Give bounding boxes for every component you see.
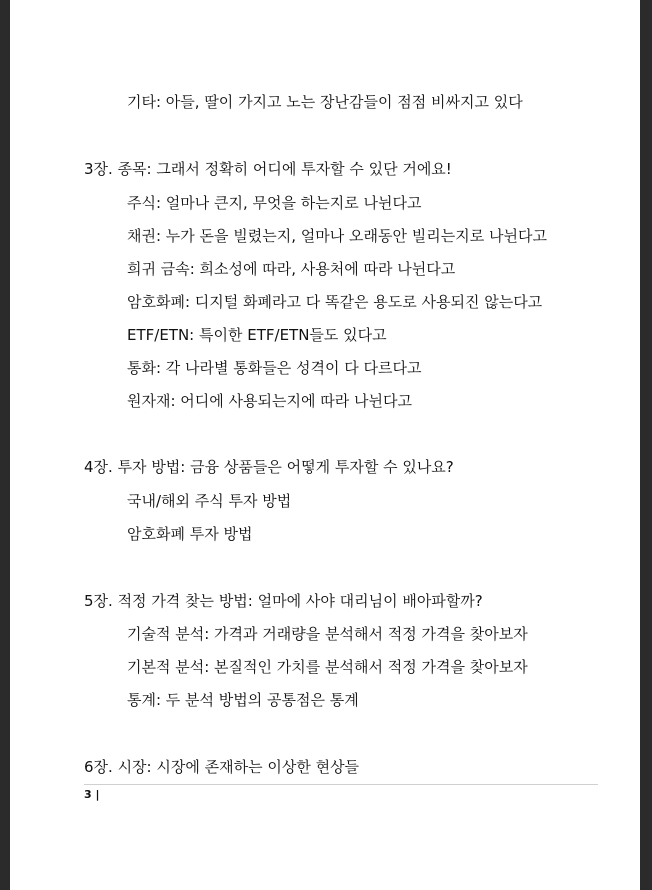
toc-sub-item: 기술적 분석: 가격과 거래량을 분석해서 적정 가격을 찾아보자 (127, 625, 528, 643)
toc-sub-item: 통계: 두 분석 방법의 공통점은 통계 (127, 691, 359, 709)
toc-sub-item: 국내/해외 주식 투자 방법 (127, 492, 292, 510)
toc-sub-item: 암호화폐 투자 방법 (127, 525, 253, 543)
footer-divider (84, 784, 598, 785)
toc-sub-item: 암호화폐: 디지털 화폐라고 다 똑같은 용도로 사용되진 않는다고 (127, 293, 543, 311)
toc-chapter-5: 5장. 적정 가격 찾는 방법: 얼마에 사야 대리님이 배아파할까? (84, 592, 483, 610)
toc-sub-item: 채권: 누가 돈을 빌렸는지, 얼마나 오래동안 빌리는지로 나뉜다고 (127, 227, 547, 245)
document-page (10, 0, 640, 890)
toc-sub-item: 기본적 분석: 본질적인 가치를 분석해서 적정 가격을 찾아보자 (127, 658, 528, 676)
page-number: 3 | (84, 788, 100, 801)
toc-chapter-3: 3장. 종목: 그래서 정확히 어디에 투자할 수 있단 거에요! (84, 160, 452, 178)
toc-chapter-4: 4장. 투자 방법: 금융 상품들은 어떻게 투자할 수 있나요? (84, 458, 454, 476)
toc-sub-item: 원자재: 어디에 사용되는지에 따라 나뉜다고 (127, 392, 412, 410)
toc-sub-item: ETF/ETN: 특이한 ETF/ETN들도 있다고 (127, 326, 387, 344)
toc-sub-item: 통화: 각 나라별 통화들은 성격이 다 다르다고 (127, 359, 422, 377)
toc-sub-item: 희귀 금속: 희소성에 따라, 사용처에 따라 나뉜다고 (127, 260, 456, 278)
toc-sub-item: 기타: 아들, 딸이 가지고 노는 장난감들이 점점 비싸지고 있다 (127, 93, 523, 111)
toc-sub-item: 주식: 얼마나 큰지, 무엇을 하는지로 나뉜다고 (127, 194, 422, 212)
viewer-left-margin (0, 0, 10, 890)
toc-chapter-6: 6장. 시장: 시장에 존재하는 이상한 현상들 (84, 758, 360, 776)
viewer-right-margin (640, 0, 652, 890)
